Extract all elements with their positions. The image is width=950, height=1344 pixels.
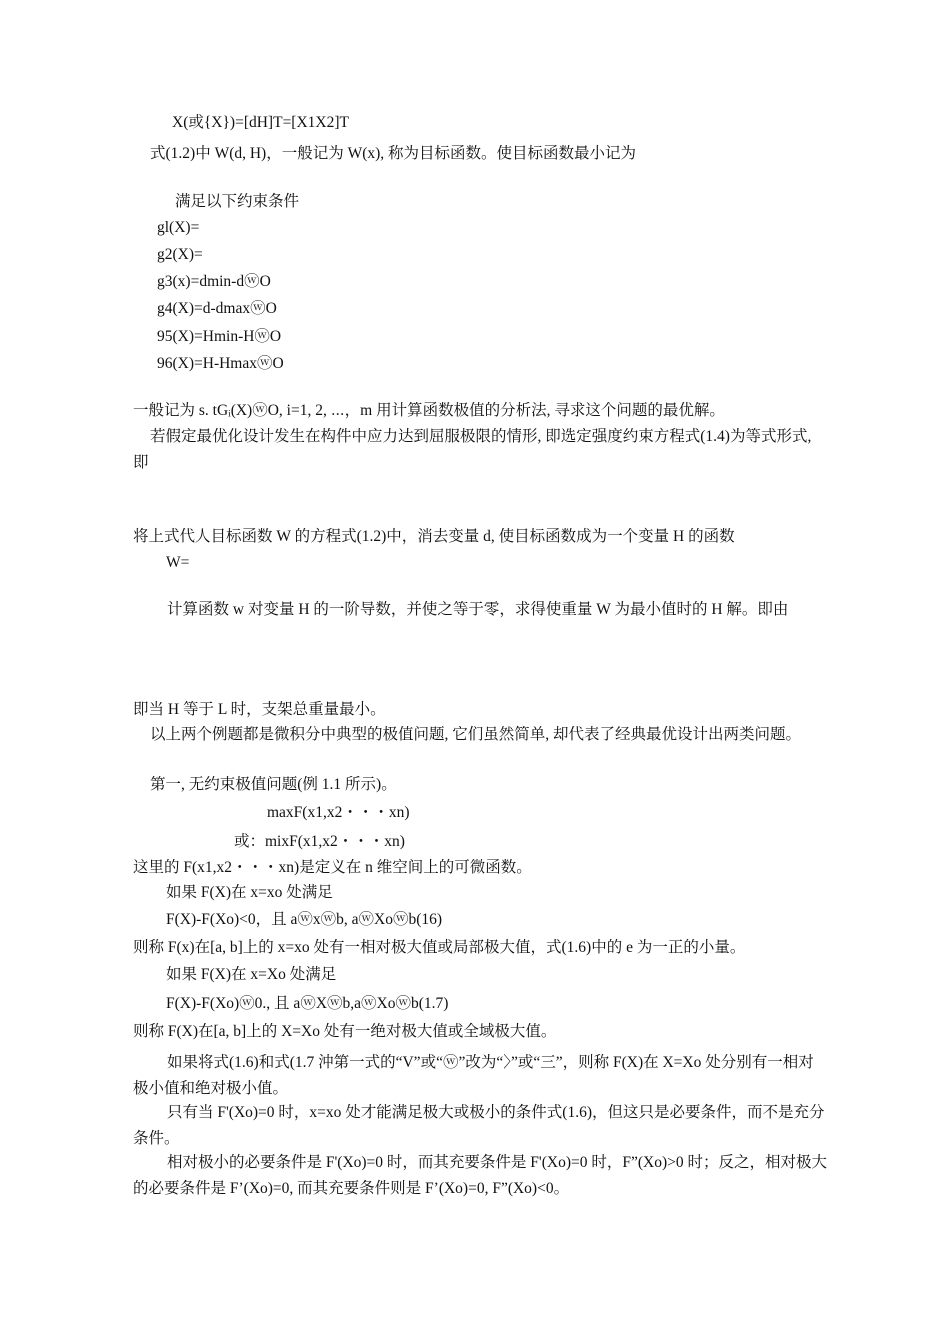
substitution-text: 将上式代人目标函数 W 的方程式(1.2)中，消去变量 d, 使目标函数成为一个变量 H 的函数 bbox=[133, 528, 735, 545]
absolute-max-text: 则称 F(X)在[a, b]上的 X=Xo 处有一绝对极大值或全域极大值。 bbox=[133, 1023, 557, 1040]
constraint-g1: gl(X)= bbox=[157, 219, 200, 236]
constraint-g4: g4(X)=d-dmaxⓦO bbox=[157, 300, 277, 317]
constraint-g6: 96(X)=H-HmaxⓦO bbox=[157, 355, 284, 372]
minimum-conversion-paragraph: 如果将式(1.6)和式(1.7 沖第一式的“V”或“ⓦ”改为“〉”或“三”，则称 F(X)在 X=Xo 处分别有一相对极小值和绝对极小值。 bbox=[133, 1054, 814, 1097]
derivative-paragraph: 计算函数 w 对变量 H 的一阶导数，并使之等于零，求得使重量 W 为最小值时的 H 解。即由 bbox=[167, 601, 789, 618]
relative-max-text: 则称 F(x)在[a, b]上的 x=xo 处有一相对极大值或局部极大值，式(1.6)中的 e 为一正的小量。 bbox=[133, 939, 746, 956]
constraint-g3: g3(x)=dmin-dⓦO bbox=[157, 273, 271, 290]
inequality-1-6: F(X)-F(Xo)<0，且 aⓦxⓦb, aⓦXoⓦb(16) bbox=[166, 911, 443, 928]
yield-assumption-paragraph: 若假定最优化设计发生在构件中应力达到屈服极限的情形, 即选定强度约束方程式(1.4)为等式形式, 即 bbox=[133, 428, 812, 471]
necessary-condition-paragraph: 只有当 F'(Xo)=0 时，x=xo 处才能满足极大或极小的条件式(1.6)，但这只是必要条件，而不是充分条件。 bbox=[133, 1104, 825, 1147]
condition-intro-2: 如果 F(X)在 x=Xo 处满足 bbox=[166, 966, 337, 983]
unconstrained-heading: 第一, 无约束极值问题(例 1.1 所示)。 bbox=[150, 776, 397, 793]
objective-function-text: 式(1.2)中 W(d, H)，一般记为 W(x), 称为目标函数。使目标函数最小记为 bbox=[150, 145, 637, 162]
w-equation: W= bbox=[166, 554, 190, 571]
vector-definition: X(或{X})=[dH]T=[X1X2]T bbox=[172, 114, 349, 131]
differentiable-function-text: 这里的 F(x1,x2・・・xn)是定义在 n 维空间上的可微函数。 bbox=[133, 859, 532, 876]
max-formula: maxF(x1,x2・・・xn) bbox=[267, 804, 410, 821]
constraints-intro: 满足以下约束条件 bbox=[175, 193, 300, 210]
sufficient-condition-paragraph: 相对极小的必要条件是 F'(Xo)=0 时，而其充要条件是 F'(Xo)=0 时，F”(Xo)>0 时；反之，相对极大的必要条件是 F’(Xo)=0, 而其充要条件则是 F’(Xo)=0, F”(Xo)<0。 bbox=[133, 1154, 827, 1197]
constraint-g5: 95(X)=Hmin-HⓦO bbox=[157, 328, 282, 345]
minimum-weight-text: 即当 H 等于 L 时，支架总重量最小。 bbox=[133, 701, 386, 718]
inequality-1-7: F(X)-F(Xo)ⓦ0., 且 aⓦXⓦb,aⓦXoⓦb(1.7) bbox=[166, 995, 449, 1012]
condition-intro-1: 如果 F(X)在 x=xo 处满足 bbox=[166, 884, 333, 901]
two-problems-paragraph: 以上两个例题都是微积分中典型的极值问题, 它们虽然简单, 却代表了经典最优设计出两类问题。 bbox=[150, 726, 802, 743]
constraint-g2: g2(X)= bbox=[157, 246, 203, 263]
general-form-text: 一般记为 s. tGᵢ(X)ⓦO, i=1, 2, ⋯，m 用计算函数极值的分析法, 寻求这个问题的最优解。 bbox=[133, 402, 725, 419]
min-formula: 或：mixF(x1,x2・・・xn) bbox=[234, 833, 405, 850]
